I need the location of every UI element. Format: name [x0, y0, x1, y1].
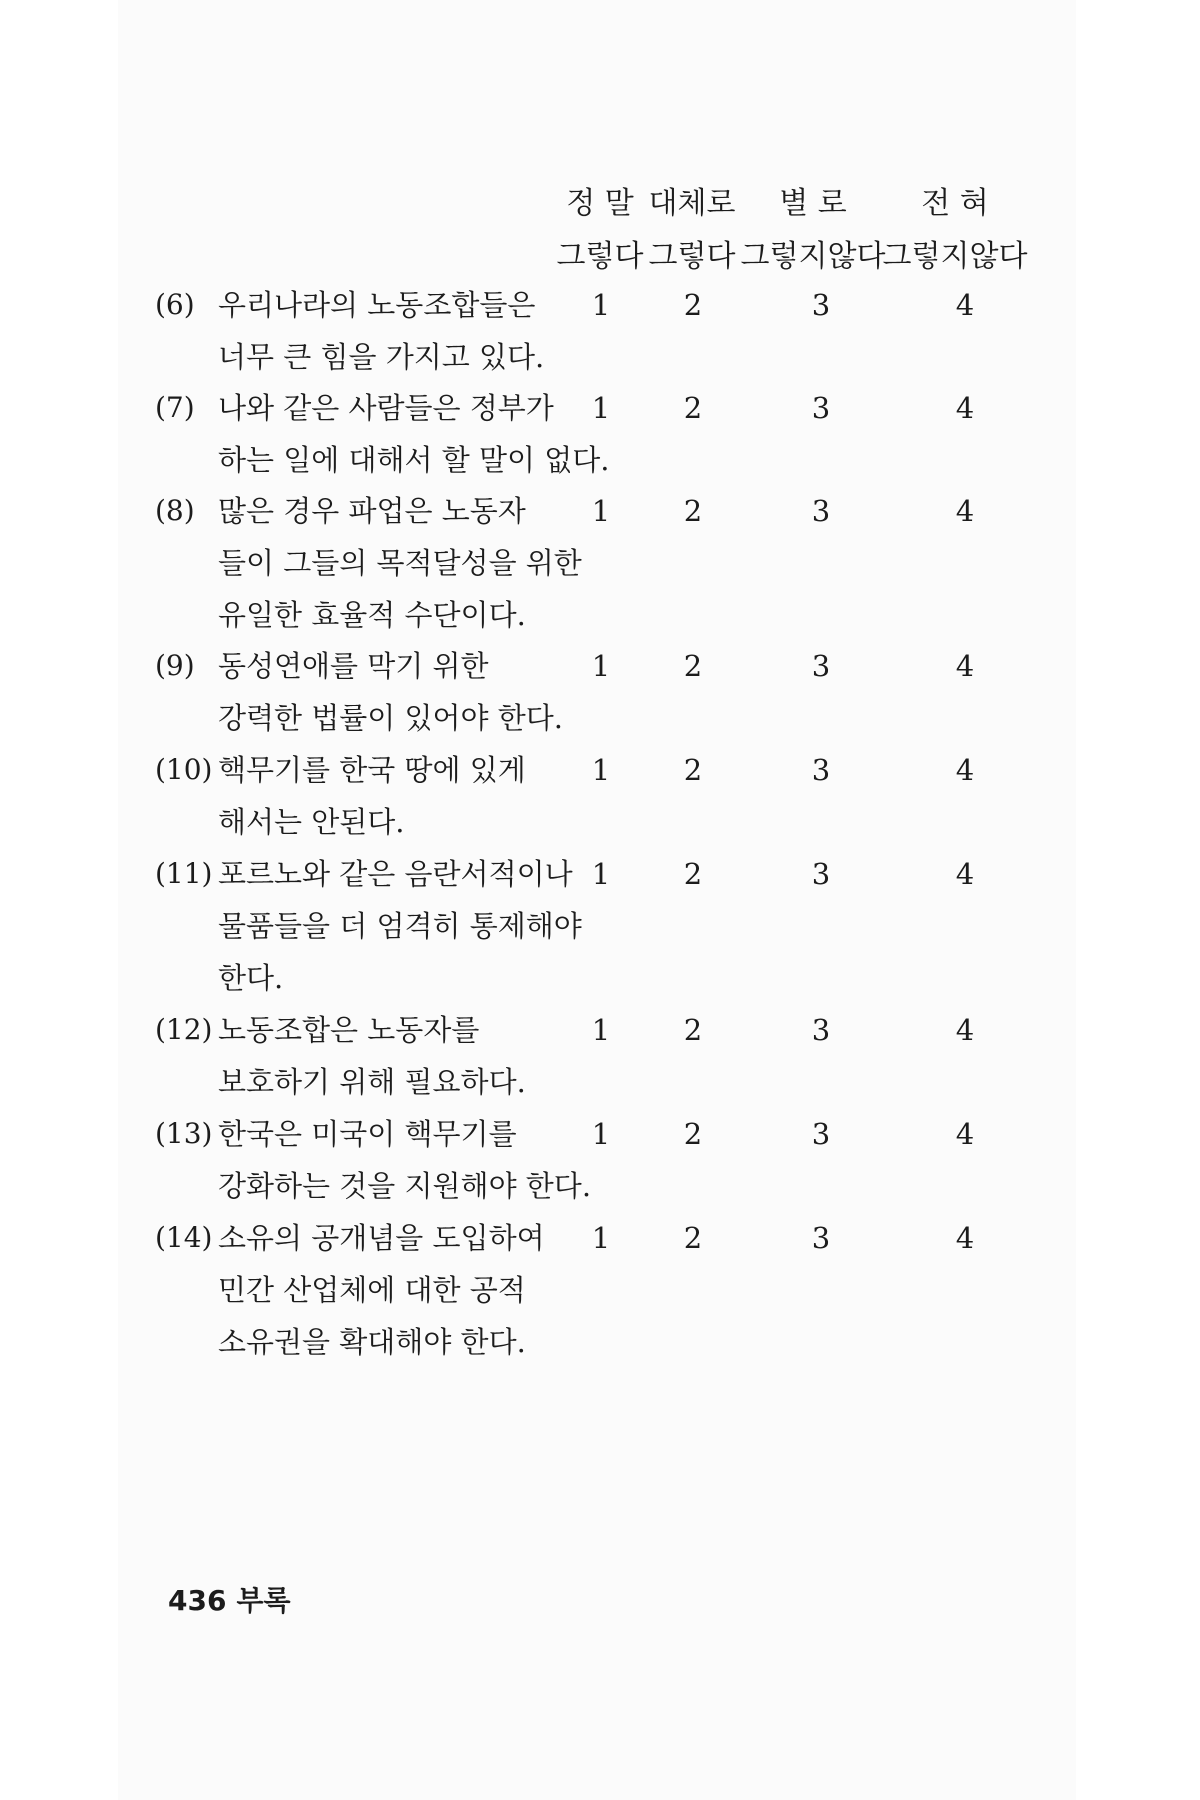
question-number: (10) — [155, 753, 213, 786]
score-option-3[interactable]: 3 — [811, 1221, 831, 1255]
question-text — [218, 1004, 526, 1108]
score-option-4[interactable]: 4 — [955, 494, 975, 528]
score-option-2[interactable]: 2 — [683, 649, 703, 683]
header-col2-line1: 대체로 — [648, 186, 736, 221]
header-col2-line2: 그렇다 — [648, 239, 736, 274]
score-option-3[interactable]: 3 — [811, 391, 831, 425]
question-number: (13) — [155, 1117, 213, 1150]
score-option-3[interactable]: 3 — [811, 857, 831, 891]
question-text — [218, 640, 563, 744]
score-option-1[interactable]: 1 — [591, 391, 611, 425]
score-option-4[interactable]: 4 — [955, 1117, 975, 1151]
score-option-4[interactable]: 4 — [955, 753, 975, 787]
score-option-2[interactable]: 2 — [683, 857, 703, 891]
score-option-1[interactable]: 1 — [591, 1013, 611, 1047]
page-footer — [168, 1581, 291, 1621]
question-number: (11) — [155, 857, 213, 890]
header-col1-line2: 그렇다 — [556, 239, 644, 274]
header-col4-line2: 그렇지않다 — [882, 239, 1028, 274]
score-option-3[interactable]: 3 — [811, 753, 831, 787]
score-option-1[interactable]: 1 — [591, 1221, 611, 1255]
question-text — [218, 382, 609, 486]
score-option-2[interactable]: 2 — [683, 1117, 703, 1151]
score-option-3[interactable]: 3 — [811, 1013, 831, 1047]
question-line: 소유권을 확대해야 한다. — [218, 1325, 526, 1359]
score-option-4[interactable]: 4 — [955, 857, 975, 891]
header-col3-line2: 그렇지않다 — [740, 239, 886, 274]
question-line: 너무 큰 힘을 가지고 있다. — [218, 340, 545, 374]
question-line: 유일한 효율적 수단이다. — [218, 598, 526, 632]
score-option-2[interactable]: 2 — [683, 1013, 703, 1047]
question-number: (14) — [155, 1221, 213, 1254]
question-text — [218, 485, 582, 641]
question-line: 물품들을 더 엄격히 통제해야 — [218, 909, 582, 943]
header-col4-line1: 전 혀 — [921, 186, 989, 221]
question-line: 노동조합은 노동자를 — [218, 1013, 480, 1047]
question-line: 나와 같은 사람들은 정부가 — [218, 391, 554, 425]
page-number: 436 — [168, 1584, 227, 1617]
question-text — [218, 1108, 591, 1212]
question-line: 동성연애를 막기 위한 — [218, 649, 489, 683]
score-option-2[interactable]: 2 — [683, 288, 703, 322]
question-number: (8) — [155, 494, 195, 527]
score-option-4[interactable]: 4 — [955, 1221, 975, 1255]
question-line: 포르노와 같은 음란서적이나 — [218, 857, 573, 891]
score-option-2[interactable]: 2 — [683, 391, 703, 425]
score-option-1[interactable]: 1 — [591, 494, 611, 528]
question-line: 강력한 법률이 있어야 한다. — [218, 701, 564, 735]
score-option-4[interactable]: 4 — [955, 288, 975, 322]
section-label: 부록 — [236, 1584, 291, 1617]
score-option-3[interactable]: 3 — [811, 288, 831, 322]
score-option-2[interactable]: 2 — [683, 753, 703, 787]
question-line: 민간 산업체에 대한 공적 — [218, 1273, 526, 1307]
score-option-4[interactable]: 4 — [955, 1013, 975, 1047]
score-option-3[interactable]: 3 — [811, 1117, 831, 1151]
question-line: 해서는 안된다. — [218, 805, 405, 839]
question-line: 들이 그들의 목적달성을 위한 — [218, 546, 582, 580]
question-number: (9) — [155, 649, 195, 682]
header-col3-line1: 별 로 — [779, 186, 847, 221]
score-option-2[interactable]: 2 — [683, 494, 703, 528]
question-number: (6) — [155, 288, 195, 321]
score-option-1[interactable]: 1 — [591, 288, 611, 322]
question-line: 한다. — [218, 961, 284, 995]
score-option-3[interactable]: 3 — [811, 649, 831, 683]
score-option-4[interactable]: 4 — [955, 391, 975, 425]
score-option-4[interactable]: 4 — [955, 649, 975, 683]
question-line: 소유의 공개념을 도입하여 — [218, 1221, 545, 1255]
question-text — [218, 1212, 545, 1368]
question-number: (7) — [155, 391, 195, 424]
score-option-1[interactable]: 1 — [591, 753, 611, 787]
question-line: 우리나라의 노동조합들은 — [218, 288, 536, 322]
question-line: 하는 일에 대해서 할 말이 없다. — [218, 443, 610, 477]
score-option-1[interactable]: 1 — [591, 857, 611, 891]
question-number: (12) — [155, 1013, 213, 1046]
question-text — [218, 848, 582, 1004]
header-col1-line1: 정 말 — [566, 186, 634, 221]
score-option-3[interactable]: 3 — [811, 494, 831, 528]
score-option-2[interactable]: 2 — [683, 1221, 703, 1255]
question-line: 강화하는 것을 지원해야 한다. — [218, 1169, 592, 1203]
question-line: 한국은 미국이 핵무기를 — [218, 1117, 517, 1151]
question-line: 많은 경우 파업은 노동자 — [218, 494, 526, 528]
question-line: 보호하기 위해 필요하다. — [218, 1065, 526, 1099]
question-text — [218, 279, 544, 383]
question-line: 핵무기를 한국 땅에 있게 — [218, 753, 526, 787]
question-text — [218, 744, 526, 848]
score-option-1[interactable]: 1 — [591, 649, 611, 683]
score-option-1[interactable]: 1 — [591, 1117, 611, 1151]
